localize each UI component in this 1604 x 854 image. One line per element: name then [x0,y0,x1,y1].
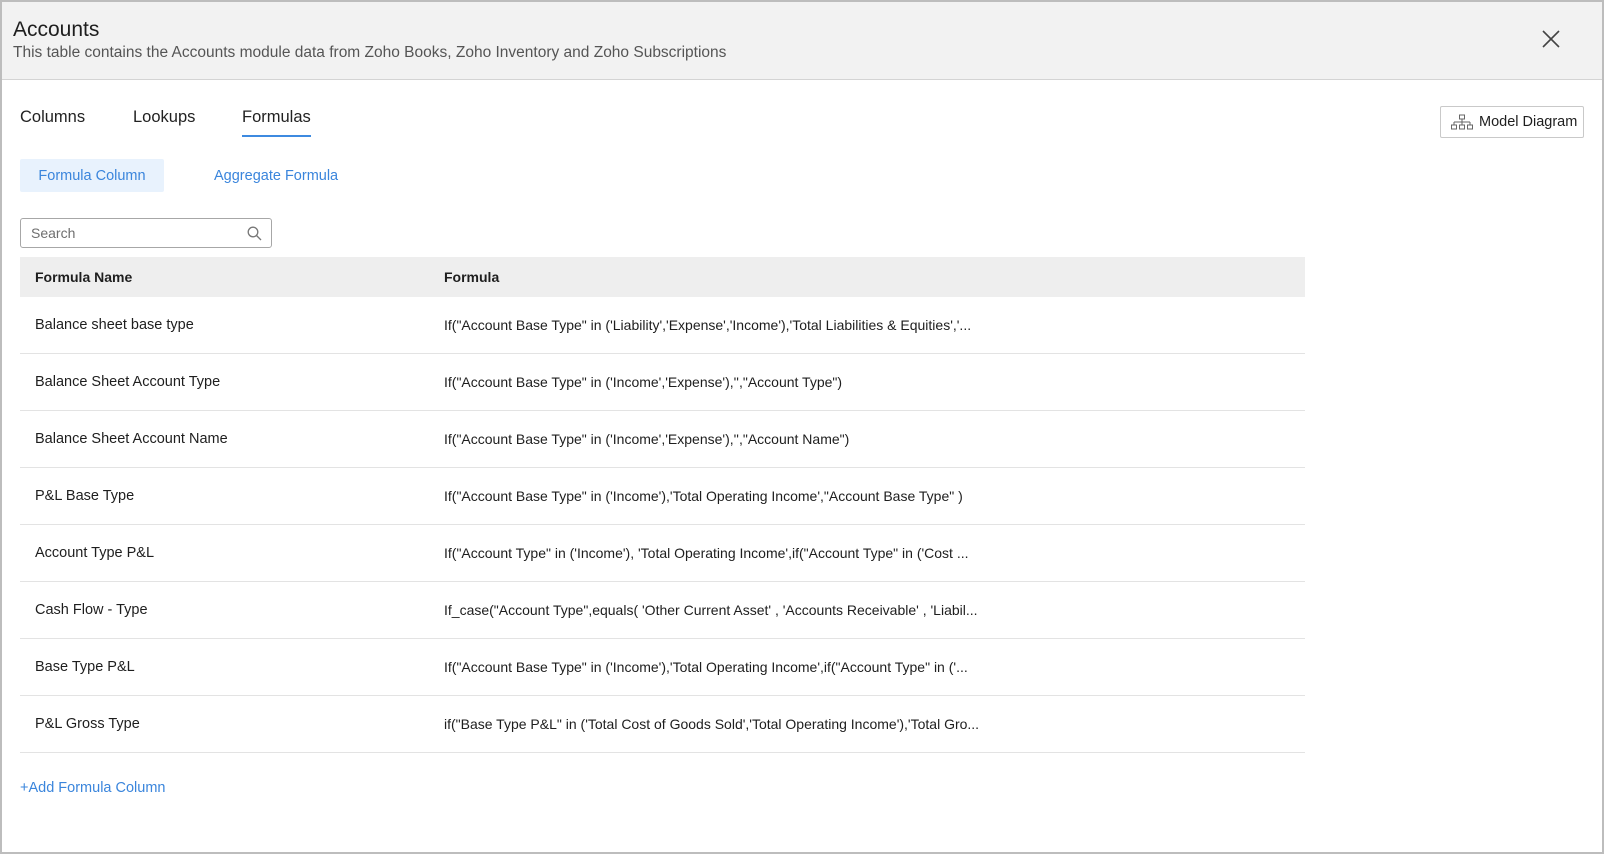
formula-cell: if("Base Type P&L" in ('Total Cost of Goods Sold','Total Operating Income'),'Total Gro... [444,716,980,732]
formula-name-cell: Balance Sheet Account Type [35,374,221,390]
tab-lookups[interactable]: Lookups [133,108,196,126]
formula-name-cell: Balance sheet base type [35,317,194,333]
formula-table [20,257,1305,753]
table-row[interactable] [20,297,1305,354]
header-formula: Formula [444,269,500,285]
dialog-header [2,2,1602,80]
formula-cell: If("Account Base Type" in ('Income','Expense'),'',"Account Type") [444,374,843,390]
model-diagram-label: Model Diagram [1479,114,1578,130]
close-icon[interactable] [1540,28,1562,50]
formula-cell: If("Account Base Type" in ('Income','Expense'),'',"Account Name") [444,431,850,447]
subtab-formula-column[interactable]: Formula Column [20,159,164,192]
add-formula-column-link[interactable]: +Add Formula Column [20,780,166,796]
formula-name-cell: Base Type P&L [35,659,135,675]
table-row[interactable] [20,468,1305,525]
table-row[interactable] [20,582,1305,639]
formula-cell: If("Account Base Type" in ('Liability','Expense','Income'),'Total Liabilities & Equities','... [444,317,972,333]
table-row[interactable] [20,354,1305,411]
model-diagram-button[interactable] [1440,106,1584,138]
search-input[interactable] [31,219,241,247]
table-row[interactable] [20,411,1305,468]
formula-cell: If("Account Base Type" in ('Income'),'Total Operating Income',"Account Base Type" ) [444,488,963,504]
formula-cell: If("Account Type" in ('Income'), 'Total Operating Income',if("Account Type" in ('Cost ... [444,545,969,561]
tab-columns[interactable]: Columns [20,108,86,126]
formula-name-cell: Account Type P&L [35,545,155,561]
formula-name-cell: Cash Flow - Type [35,602,148,618]
table-row[interactable] [20,696,1305,753]
formula-cell: If("Account Base Type" in ('Income'),'Total Operating Income',if("Account Type" in ('... [444,659,968,675]
search-box [20,218,272,248]
table-header [20,257,1305,297]
dialog-title: Accounts [13,18,100,41]
table-row[interactable] [20,639,1305,696]
formula-name-cell: Balance Sheet Account Name [35,431,228,447]
tab-formulas[interactable]: Formulas [242,108,311,137]
header-formula-name: Formula Name [35,269,133,285]
table-row[interactable] [20,525,1305,582]
dialog-subtitle: This table contains the Accounts module data from Zoho Books, Zoho Inventory and Zoho Subscriptions [13,44,727,61]
formula-cell: If_case("Account Type",equals( 'Other Current Asset' , 'Accounts Receivable' , 'Liabil... [444,602,978,618]
search-icon [247,226,262,241]
hierarchy-icon [1451,114,1473,130]
formula-name-cell: P&L Gross Type [35,716,140,732]
formula-name-cell: P&L Base Type [35,488,135,504]
subtab-aggregate-formula[interactable]: Aggregate Formula [214,167,339,184]
